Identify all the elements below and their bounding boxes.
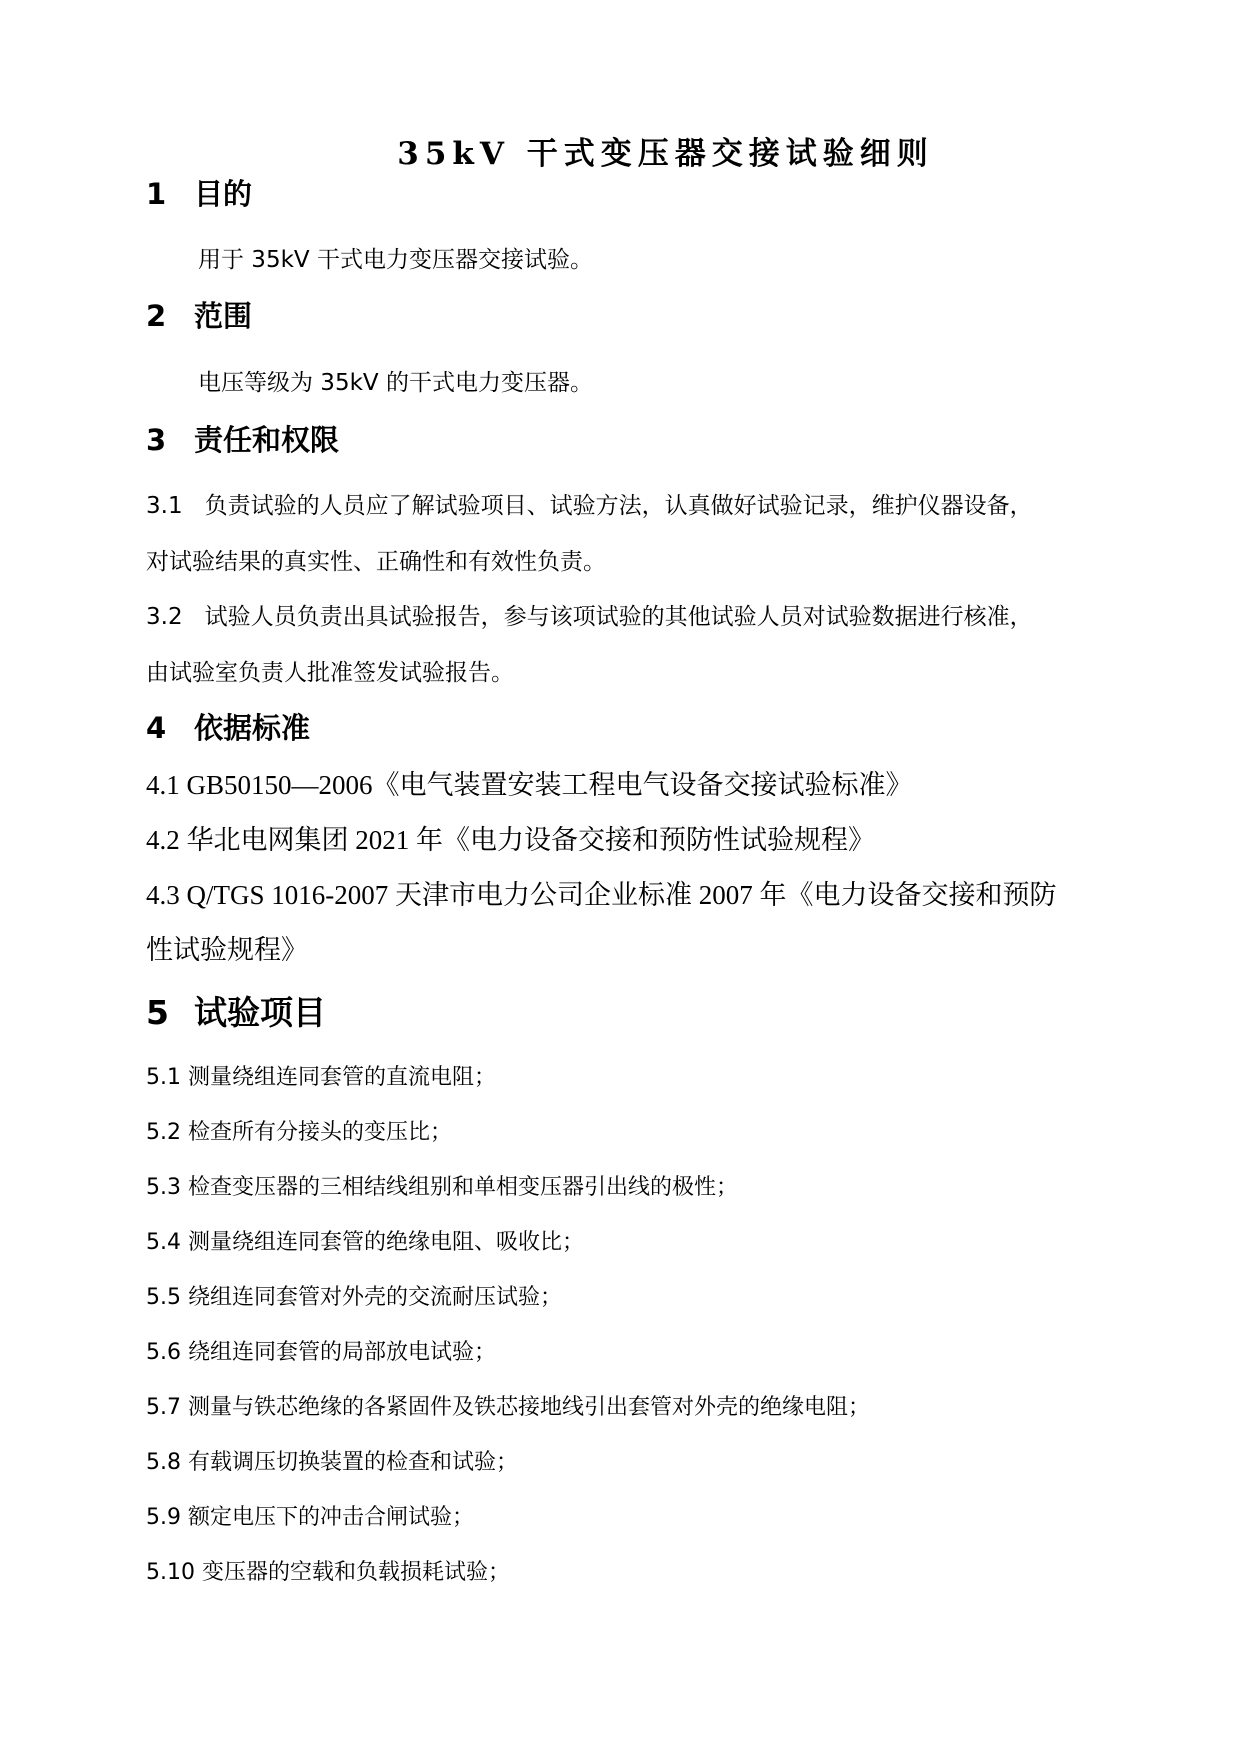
clause-text: 负责试验的人员应了解试验项目、试验方法，认真做好试验记录，维护仪器设备，: [204, 493, 1033, 519]
clause-3-2-line-2: 由试验室负责人批准签发试验报告。: [146, 660, 514, 686]
test-item-5-1: 5.1 测量绕组连同套管的直流电阻；: [146, 1065, 496, 1090]
test-item-5-6: 5.6 绕组连同套管的局部放电试验；: [146, 1340, 496, 1365]
section-3-heading: [146, 418, 339, 459]
section-title: 范围: [194, 299, 253, 333]
clause-number: 3.2: [146, 604, 183, 630]
section-5-heading: [146, 987, 326, 1034]
section-title: 目的: [194, 177, 253, 211]
standard-4-1: 4.1 GB50150—2006《电气装置安装工程电气设备交接试验标准》: [146, 770, 913, 800]
document-title: 35kV 干式变压器交接试验细则: [397, 136, 934, 172]
clause-3-1-line-2: 对试验结果的真实性、正确性和有效性负责。: [146, 549, 606, 575]
section-number: 2: [146, 299, 167, 333]
clause-text: 试验人员负责出具试验报告，参与该项试验的其他试验人员对试验数据进行核准，: [204, 604, 1033, 630]
test-item-5-5: 5.5 绕组连同套管对外壳的交流耐压试验；: [146, 1285, 562, 1310]
clause-3-1-line-1: [146, 487, 1033, 520]
section-4-heading: [146, 706, 310, 747]
test-item-5-3: 5.3 检查变压器的三相结线组别和单相变压器引出线的极性；: [146, 1175, 738, 1200]
test-item-5-9: 5.9 额定电压下的冲击合闸试验；: [146, 1505, 474, 1530]
standard-4-3-line-1: 4.3 Q/TGS 1016-2007 天津市电力公司企业标准 2007 年《电力设备交接和预防: [146, 880, 1057, 910]
section-title: 依据标准: [194, 711, 311, 745]
standard-4-2: 4.2 华北电网集团 2021 年《电力设备交接和预防性试验规程》: [146, 825, 875, 855]
section-1-paragraph: 用于 35kV 干式电力变压器交接试验。: [198, 247, 593, 273]
standard-4-3-line-2: 性试验规程》: [146, 935, 308, 965]
section-title: 试验项目: [194, 993, 326, 1032]
section-2-heading: [146, 294, 252, 335]
section-number: 5: [146, 993, 169, 1032]
test-item-5-4: 5.4 测量绕组连同套管的绝缘电阻、吸收比；: [146, 1230, 584, 1255]
section-number: 3: [146, 423, 167, 457]
test-item-5-8: 5.8 有载调压切换装置的检查和试验；: [146, 1450, 518, 1475]
clause-number: 3.1: [146, 493, 183, 519]
test-item-5-10: 5.10 变压器的空载和负载损耗试验；: [146, 1560, 510, 1585]
section-2-paragraph: 电压等级为 35kV 的干式电力变压器。: [198, 370, 593, 396]
section-1-heading: [146, 172, 252, 213]
test-item-5-7: 5.7 测量与铁芯绝缘的各紧固件及铁芯接地线引出套管对外壳的绝缘电阻；: [146, 1395, 870, 1420]
test-item-5-2: 5.2 检查所有分接头的变压比；: [146, 1120, 452, 1145]
section-title: 责任和权限: [194, 423, 340, 457]
clause-3-2-line-1: [146, 598, 1033, 631]
section-number: 1: [146, 177, 167, 211]
section-number: 4: [146, 711, 167, 745]
